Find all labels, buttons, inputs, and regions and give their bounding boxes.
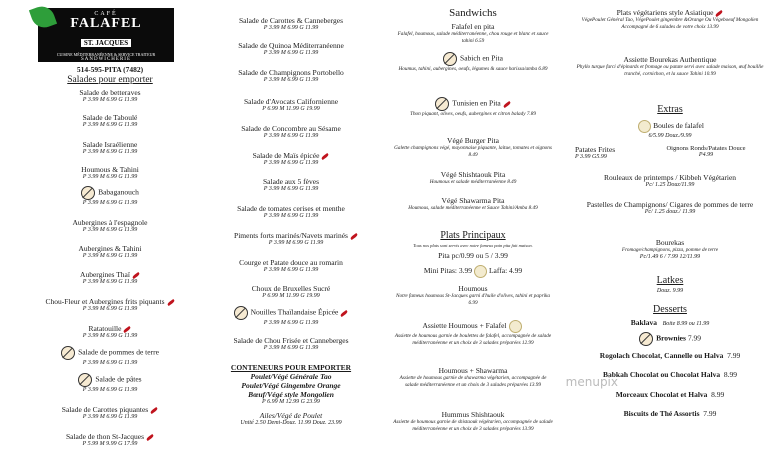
section-title-salades: Salades pour emporter [67,75,153,85]
menu-item: Végé Shishtaouk Pita Houmous et salade méditerranéenne 8.49 [429,170,517,185]
section-title-extras: Extras [657,104,683,115]
menu-item: Salade de pommes de terre P 3.99 M 6.99 G 11.99 [30,346,190,366]
menu-item: Salade de Chou Frisée et Canneberges P 3.99 M 6.99 G 11.99 [233,336,349,351]
menu-item: Salade de Carottes piquantes P 3.99 M 6.99 G 11.99 [30,405,190,420]
logo-sub: ST. JACQUES [81,39,131,47]
spicy-pepper-icon [166,299,174,306]
menu-item: Houmous + Shawarma Assiette de houmous garnie de shawarma végétarien, accompagnée de salade méditerranéenne et un choix de 3 salades préparées 13.99 [399,366,547,389]
menu-item: Tunisien en Pita Thon piquant, olives, oeufs, aubergines et citron balady 7.89 [410,98,536,117]
menu-item: Aubergines Thaï P 3.99 M 6.99 G 11.99 [30,270,190,285]
menu-item: Choux de Bruxelles Sucré P 6.99 M 11.99 G 19.99 [251,284,331,299]
spicy-pepper-icon [503,100,511,107]
plats-note: Tous nos plats sont servis avec notre fameux pain pita fait maison. [413,243,533,248]
menu-item: Assiette Houmous + Falafel Assiette de houmous garnie de boulettes de falafel, accompagnée de salade méditerranéenne et un choix de 3 salades préparées 12.99 [394,321,552,347]
falafel-balls-icon [638,120,651,133]
menu-item: Brownies 7.99 [575,332,765,346]
menu-item: Aubergines & Tahini P 3.99 M 6.99 G 11.99 [78,244,142,259]
spicy-pepper-icon [146,434,154,441]
spicy-pepper-icon [150,407,158,414]
no-gluten-icon [61,346,75,360]
menu-item: Bourekas Fromage/champignons, pizza, pomme de terre Pc/1.49 6 / 7.99 12/11.99 [621,238,719,261]
menu-item: Nouilles Thaïlandaise Épicée P 3.99 M 6.99 G 11.99 [216,306,366,326]
section-title-latkes: Latkes [656,275,684,286]
logo-cafe: CAFÉ [94,11,118,17]
latkes-price: Douz. 9.99 [656,288,684,294]
logo-sandwicherie: SANDWICHERIE [80,57,132,62]
no-gluten-icon [443,52,457,66]
spicy-pepper-icon [715,10,723,17]
menu-item: Babaganouch P 3.99 M 6.99 G 11.99 [82,187,139,206]
conteneurs-title: CONTENEURS POUR EMPORTER [230,363,352,372]
menu-item: Salade de betteraves P 3.99 M 6.99 G 11.99 [79,88,141,103]
menu-item: Salade de Maïs épicée P 3.99 M 6.99 G 11.99 [216,151,366,166]
spicy-pepper-icon [132,272,140,279]
no-gluten-icon [234,306,248,320]
restaurant-logo [38,8,174,62]
menu-item: Hummus Shishtaouk Assiette de houmous garnie de shistaouk végétarien, accompagnée de salade méditerranéenne et un choix de 3 salades préparées 13.99 [393,410,553,433]
pita-badge-icon [474,265,487,278]
spicy-pepper-icon [321,153,329,160]
menu-item: Rogolach Chocolat, Cannelle ou Halva 7.99 [599,351,741,360]
phone-number: 514-595-PITA (7482) [76,65,144,74]
watermark: menupix [565,375,618,389]
spicy-pepper-icon [340,309,348,316]
falafel-badge-icon [509,320,522,333]
menu-item: Ratatouille P 3.99 M 6.99 G 11.99 [82,324,138,339]
menu-item: Boules de falafel 6/5.99 Douz./9.99 [575,120,765,139]
menu-item: Végé Shawarma Pita Houmous, salade méditerranéenne et Sauce Tahini/Amba 8.49 [408,196,538,211]
menu-item: Rouleaux de printemps / Kibbeh Végétarien Pc/ 1.25 Douz/11.99 [603,173,737,188]
menu-item: Salade de thon St-Jacques P 5.99 M 9.99 G 17.99 [30,432,190,447]
menu-item: Oignons Ronds/Patates Douce P4.99 [666,145,746,158]
menu-item: Salade de Champignons Portobello P 3.99 M 6.99 G 11.99 [238,68,344,83]
menu-item: Salade de Concombre au Sésame P 3.99 M 6.99 G 11.99 [241,124,341,139]
no-gluten-icon [639,332,653,346]
menu-item: Sabich en Pita Houmus, tahini, aubergines, oeufs, légumes & sauce harissa/amba 6.89 [398,53,548,72]
section-title-sandwichs: Sandwichs [449,7,497,19]
menu-item: Végé Burger Pita Galette champignons végé, mayonnaise piquante, laitue, tomates et oignons 8.49 [394,136,552,159]
pita-price-row: Pita pc/0.99 ou 5 / 3.99 [438,251,508,260]
menu-item: Salade d'Avocats Californienne P 6.99 M 11.99 G 19.99 [243,97,339,112]
menu-item: Salade de Quinoa Méditerranéenne P 3.99 M 6.99 G 11.99 [238,41,344,56]
menu-item: Pastelles de Champignons/ Cigares de pommes de terre Pc/ 1.25 douz./ 11.99 [586,200,754,215]
no-gluten-icon [81,186,95,200]
menu-item: Patates Frites P 3.99 G5.99 [575,145,616,160]
menu-item: Salade Israélienne P 3.99 M 6.99 G 11.99 [82,140,138,155]
menu-item: Aubergines à l'espagnole P 3.99 M 6.99 G 11.99 [72,218,148,233]
spicy-pepper-icon [123,326,131,333]
menu-item: Babkah Chocolat ou Chocolat Halva 8.99 [603,370,737,379]
conteneurs-block: CONTENEURS POUR EMPORTER Poulet/Végé Générale Tao Poulet/Végé Gingembre Orange Bœuf/Végé style Mongolien P 6.99 M 12.99 G 23.99 Ailes/Végé de Poulet Unité 2.50 Demi-Douz. 11.99 Douz. 23.99 [216,363,366,426]
section-title-plats: Plats Principaux [440,230,506,241]
menu-item: Salade de pâtes P 3.99 M 6.99 G 11.99 [30,373,190,393]
menu-item: Assiette Bourekas Authentique Phyllo turque farci d'épinards et fromage ou patate servi avec salade maison, œuf bouillie tranché, cornichon, et la sauce Tahini 10.99 [576,55,764,78]
no-gluten-icon [78,373,92,387]
menu-item: Chou-Fleur et Aubergines frits piquants P 3.99 M 6.99 G 11.99 [30,297,190,312]
menu-item: Plats végétariens style Asiatique VégePoulet Général Tao, VégePoulet gingembre &Orange Ou Végeboeuf Mongolien Accompagné de 6 salades de votre choix 13.99 [581,8,759,31]
menu-item: Courge et Patate douce au romarin P 3.99 M 6.99 G 11.99 [239,258,343,273]
menu-item: Salade de tomates cerises et menthe P 3.99 M 6.99 G 11.99 [237,204,345,219]
menu-item: Salade de Taboulé P 3.99 M 6.99 G 11.99 [82,113,138,128]
menu-item: Salade de Carottes & Canneberges P 3.99 M 6.99 G 11.99 [239,16,343,31]
menu-item: Falafel en pita Falafel, houmous, salade méditerranéenne, chou rouge et blanc et sauce tahini 6.59 [397,22,549,45]
logo-tagline: CUISINE MÉDITERRANÉENNE & SERVICE TRAITEUR [56,52,156,57]
no-gluten-icon [435,97,449,111]
menu-item: Piments forts marinés/Navets marinés P 3.99 M 6.99 G 11.99 [216,231,376,246]
menu-item: Morceaux Chocolat et Halva 8.99 [615,390,725,399]
menu-item: Salade aux 5 fèves P 3.99 M 6.99 G 11.99 [262,177,320,192]
mini-laffa-row: Mini Pitas: 3.99 Laffa: 4.99 [393,265,553,278]
logo-name: FALAFEL [70,16,142,31]
menu-item: Houmous & Tahini P 3.99 M 6.99 G 11.99 [81,165,139,180]
spicy-pepper-icon [350,233,358,240]
menu-item: Baklava Boite 8.99 ou 11.99 [630,318,710,327]
menu-item: Houmous Notre fameux houmous St-Jacques garni d'huile d'olives, tahini et paprika 6.99 [396,284,550,307]
section-title-desserts: Desserts [653,304,687,315]
menu-item: Biscuits de Thé Assortis 7.99 [623,409,717,418]
